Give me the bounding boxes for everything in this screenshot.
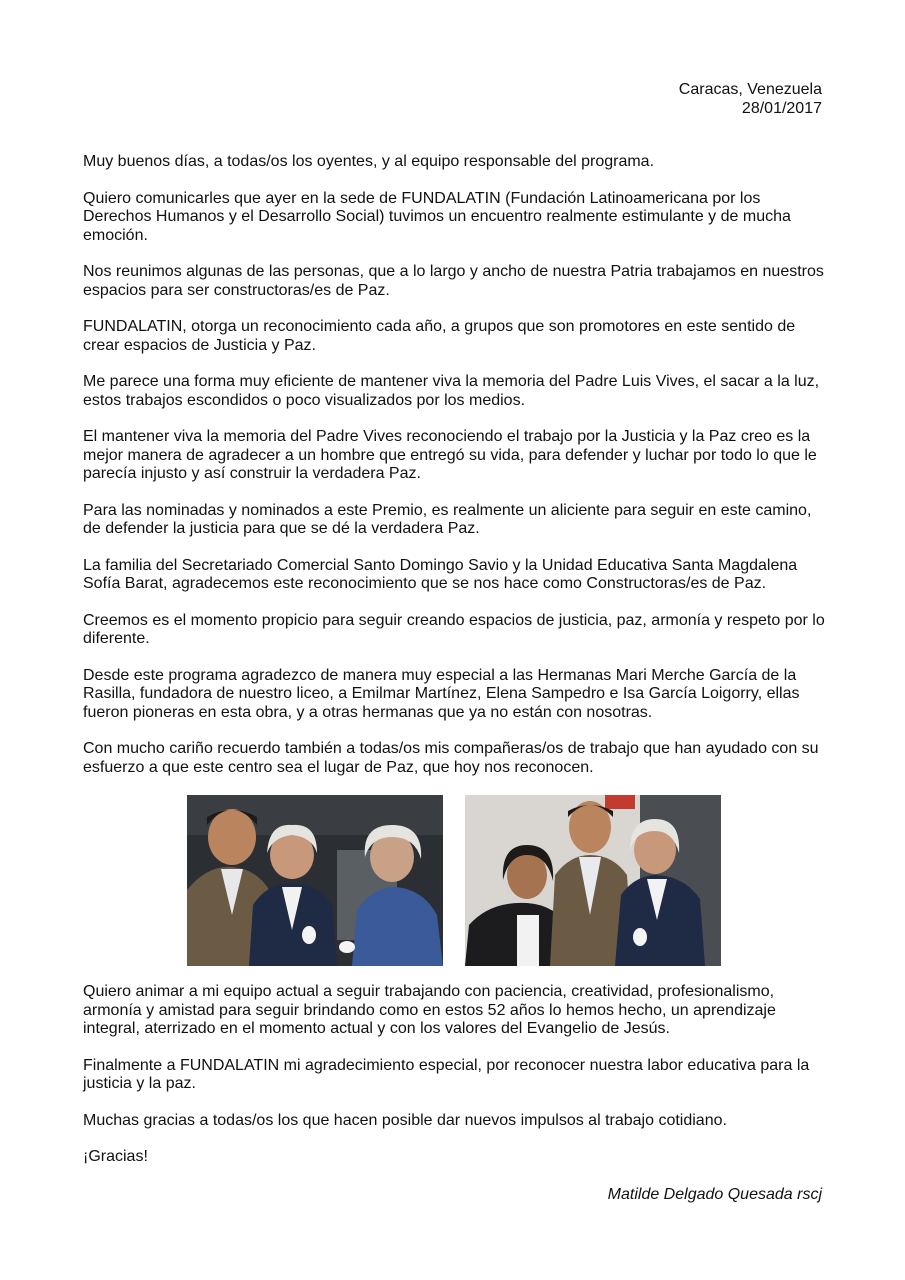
photo-right bbox=[465, 795, 721, 966]
paragraph: Creemos es el momento propicio para seguir creando espacios de justicia, paz, armonía y respeto por lo diferente. bbox=[83, 611, 825, 647]
letter-body bbox=[83, 153, 825, 1185]
paragraph: Me parece una forma muy eficiente de mantener viva la memoria del Padre Luis Vives, el sacar a la luz, estos trabajos escondidos o poco visualizados por los medios. bbox=[83, 373, 820, 409]
paragraph: Finalmente a FUNDALATIN mi agradecimiento especial, por reconocer nuestra labor educativa para la justicia y la paz. bbox=[83, 1056, 810, 1092]
paragraph: Muy buenos días, a todas/os los oyentes, y al equipo responsable del programa. bbox=[83, 153, 655, 170]
date-line: 28/01/2017 bbox=[741, 100, 822, 117]
group-photo-image-2 bbox=[465, 795, 721, 966]
paragraph: Quiero animar a mi equipo actual a seguir trabajando con paciencia, creatividad, profesionalismo, armonía y amistad para seguir brindando como en estos 52 años lo hemos hecho, un aprendizaje integral, aterrizado en el momento actual y con los valores del Evangelio de Jesús. bbox=[83, 983, 776, 1037]
paragraph: El mantener viva la memoria del Padre Vives reconociendo el trabajo por la Justicia y la Paz creo es la mejor manera de agradecer a un hombre que entregó su vida, para defender y luchar por todo lo que le parecía injusto y así construir la verdadera Paz. bbox=[83, 428, 817, 482]
paragraph: Con mucho cariño recuerdo también a todas/os mis compañeras/os de trabajo que han ayudado con su esfuerzo a que este centro sea el lugar de Paz, que hoy nos reconocen. bbox=[83, 740, 819, 776]
photo-row bbox=[83, 795, 825, 966]
letter-header bbox=[679, 80, 822, 118]
closing-gracias: ¡Gracias! bbox=[83, 1148, 148, 1165]
signature: Matilde Delgado Quesada rscj bbox=[607, 1186, 822, 1203]
paragraph: Quiero comunicarles que ayer en la sede de FUNDALATIN (Fundación Latinoamericana por los Derechos Humanos y el Desarrollo Social) tuvimos un encuentro realmente estimulante y de mucha emoción. bbox=[83, 189, 791, 244]
paragraph: FUNDALATIN, otorga un reconocimiento cada año, a grupos que son promotores en este sentido de crear espacios de Justicia y Paz. bbox=[83, 318, 796, 354]
paragraph: La familia del Secretariado Comercial Santo Domingo Savio y la Unidad Educativa Santa Magdalena Sofía Barat, agradecemos este reconocimiento que se nos hace como Constructoras/es de Paz. bbox=[83, 556, 798, 592]
paragraph: Muchas gracias a todas/os los que hacen posible dar nuevos impulsos al trabajo cotidiano. bbox=[83, 1111, 727, 1129]
photo-left bbox=[187, 795, 443, 966]
paragraph: Nos reunimos algunas de las personas, que a lo largo y ancho de nuestra Patria trabajamos en nuestros espacios para ser constructoras/es de Paz. bbox=[83, 263, 824, 299]
paragraph: Desde este programa agradezco de manera muy especial a las Hermanas Mari Merche García de la Rasilla, fundadora de nuestro liceo, a Emilmar Martínez, Elena Sampedro e Isa García Loigorry, ellas fueron pioneras en esta obra, y a otras hermanas que ya no están con nosotras. bbox=[83, 666, 800, 721]
group-photo-image-1 bbox=[187, 795, 443, 966]
paragraph: Para las nominadas y nominados a este Premio, es realmente un aliciente para seguir en este camino, de defender la justicia para que se dé la verdadera Paz. bbox=[83, 501, 812, 537]
place-line: Caracas, Venezuela bbox=[678, 81, 822, 98]
